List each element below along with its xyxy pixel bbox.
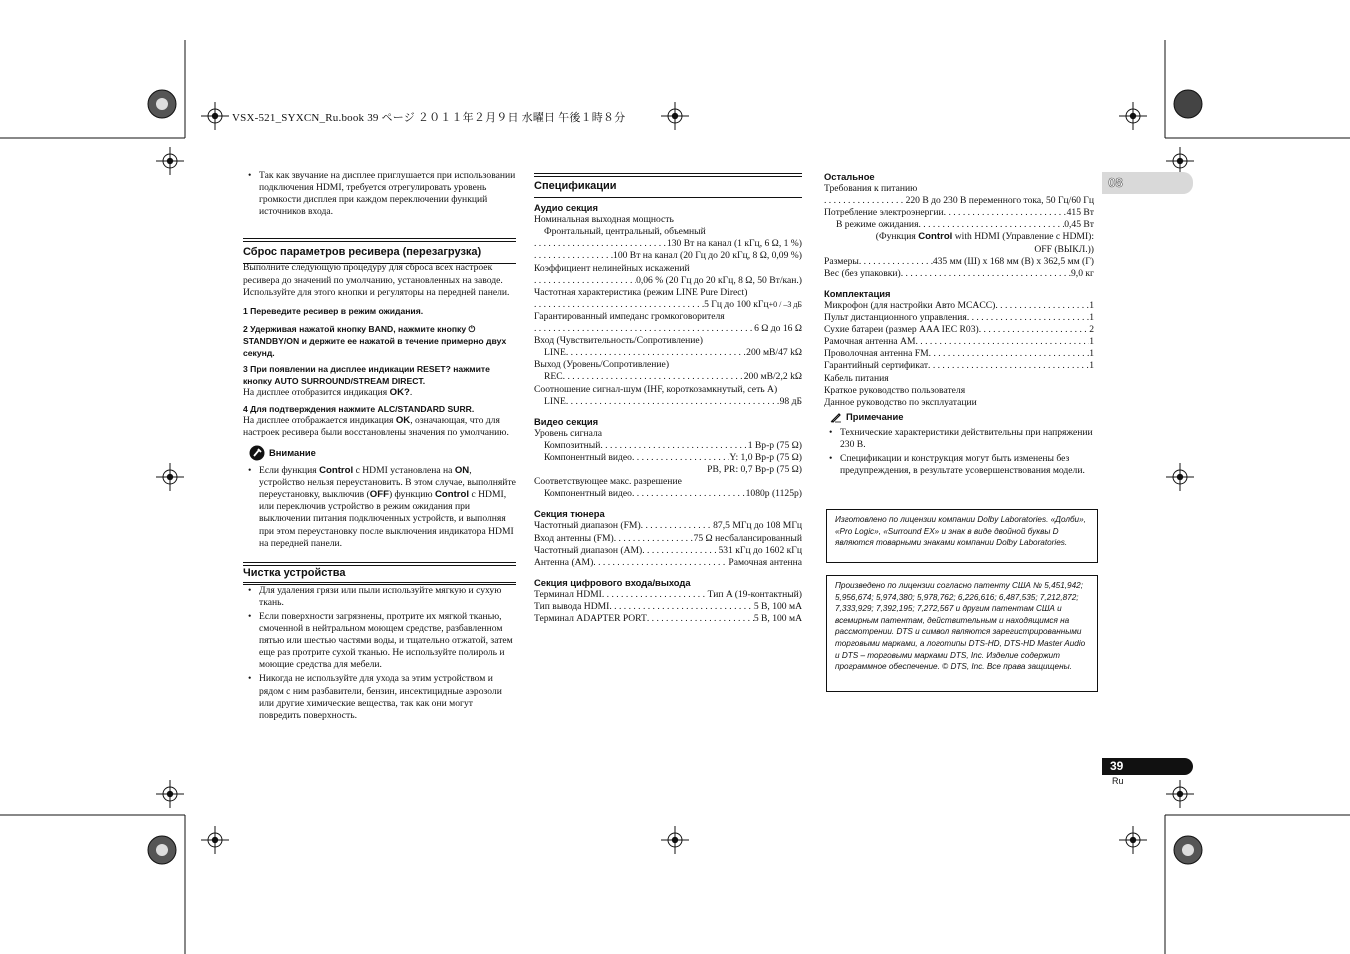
- reset-step-3: 3 При появлении на дисплее индикации RESET? нажмите кнопку AUTO SURROUND/STREAM DIRECT.: [243, 363, 490, 386]
- reset-step-4-text: На дисплее отображается индикация OK, означающая, что для настроек ресивера были восстановлены значения по умолчанию.: [243, 414, 509, 438]
- specs-title: Спецификации: [534, 180, 802, 194]
- audio-power-2: . . . 100 Вт на канал (20 Гц до 20 кГц, 8 Ω, 0,09 %): [534, 250, 802, 262]
- audio-output-label: Выход (Уровень/Сопротивление): [534, 359, 670, 371]
- package-item: Краткое руководство пользователя: [824, 384, 966, 396]
- language-code: Ru: [1112, 776, 1124, 786]
- digital-row: Терминал HDMI . . . Тип A (19-контактный): [534, 589, 802, 601]
- package-item: Пульт дистанционного управления . . . 1: [824, 312, 1094, 324]
- misc-hdmi-off: OFF (ВЫКЛ.)): [1034, 243, 1094, 255]
- video-pbpr: PB, PR: 0,7 Вр-р (75 Ω): [707, 464, 802, 476]
- misc-standby: В режиме ожидания . . . 0,45 Вт: [824, 219, 1094, 231]
- reset-step-2: 2 Удерживая нажатой кнопку BAND, нажмите кнопку ⏻ STANDBY/ON и держите ее нажатой в течение примерно двух секунд.: [243, 323, 507, 358]
- reset-step-3-text: На дисплее отобразится индикация OK?.: [243, 386, 413, 398]
- package-section-title: Комплектация: [824, 287, 891, 299]
- chapter-tab: [1102, 172, 1193, 194]
- video-resolution-label: Соответствующее макс. разрешение: [534, 476, 682, 488]
- reset-step-4: 4 Для подтверждения нажмите ALC/STANDARD SURR.: [243, 403, 475, 414]
- page-number: 39: [1110, 759, 1124, 773]
- page-number-badge: [1102, 758, 1193, 775]
- tuner-row: Частотный диапазон (FM) . . . 87,5 МГц до 108 МГц: [534, 520, 802, 532]
- video-component: Компонентный видео . . . Y: 1,0 Вр-р (75 Ω): [534, 452, 802, 464]
- package-item: Сухие батареи (размер AAA IEC R03) . . . 2: [824, 324, 1094, 336]
- audio-impedance-value: . . . 6 Ω до 16 Ω: [534, 323, 802, 335]
- audio-snr-line: LINE . . . 98 дБ: [534, 396, 802, 408]
- audio-power-sub: Фронтальный, центральный, объемный: [544, 226, 706, 238]
- audio-power-1: . . . 130 Вт на канал (1 кГц, 6 Ω, 1 %): [534, 238, 802, 250]
- audio-snr-label: Соотношение сигнал-шум (IHF, короткозамкнутый, сеть А): [534, 383, 778, 395]
- reset-body: Выполните следующую процедуру для сброса всех настроек ресивера до значений по умолчанию, установленных на заводе. Используйте для этого кнопки и регуляторы на передней панели.: [243, 262, 510, 298]
- package-item: Кабель питания: [824, 372, 889, 384]
- audio-output-rec: REC . . . 200 мВ/2,2 kΩ: [534, 371, 802, 383]
- package-item: Проволочная антенна FM . . . 1: [824, 348, 1094, 360]
- audio-freq-label: Частотная характеристика (режим LINE Pure Direct): [534, 286, 748, 298]
- dolby-license-box: [826, 509, 1098, 563]
- misc-size: Размеры . . . 435 мм (Ш) x 168 мм (В) x 362,5 мм (Г): [824, 256, 1094, 268]
- digital-row: Терминал ADAPTER PORT . . . 5 В, 100 мА: [534, 613, 802, 625]
- cleaning-bullet-2: • Если поверхности загрязнены, протрите их мягкой тканью, смоченной в нейтральном моющем средстве, разбавленном пятью или шестью частями воды, и тщательно отжатой, затем еще раз протрите сухой тканью. Не используйте полироль и моющие средства для мебели.: [243, 611, 516, 671]
- video-level-label: Уровень сигнала: [534, 427, 603, 439]
- middle-column: [534, 173, 802, 625]
- tuner-row: Частотный диапазон (AM) . . . 531 кГц до 1602 кГц: [534, 545, 802, 557]
- note-bullet: • Спецификации и конструкция могут быть изменены без предупреждения, в результате усовершенствования модели.: [824, 453, 1094, 477]
- caution-icon: [249, 445, 265, 461]
- misc-weight: Вес (без упаковки) . . . 9,0 кг: [824, 268, 1094, 280]
- cleaning-bullet-3: • Никогда не используйте для ухода за этим устройством и рядом с ним разбавители, бензин, инсектицидные аэрозоли или другие химические вещества, так как они могут повредить поверхность.: [243, 673, 516, 721]
- package-item: Данное руководство по эксплуатации: [824, 396, 977, 408]
- dts-license-text: Произведено по лицензии согласно патенту США № 5,451,942; 5,956,674; 5,974,380; 5,978,762; 6,226,616; 6,487,535; 7,212,872; 7,333,929; 7,392,195; 7,272,567 и другим патентам США и всемирным патентам, действительным и находящимся на рассмотрении. DTS и символ являются зарегистрированными торговыми марками, а логотипы DTS-HD, DTS-HD Master Audio и DTS – торговыми марками DTS, Inc. Изделие содержит программное обеспечение. © DTS, Inc. Все права защищены.: [835, 581, 1086, 672]
- audio-power-label: Номинальная выходная мощность: [534, 214, 674, 226]
- note-bullet: • Технические характеристики действительны при напряжении 230 В.: [824, 427, 1094, 451]
- tuner-row: Антенна (AM) . . . Рамочная антенна: [534, 557, 802, 569]
- digital-row: Тип вывода HDMI . . . 5 В, 100 мА: [534, 601, 802, 613]
- tuner-section-title: Секция тюнера: [534, 508, 605, 520]
- audio-input-label: Вход (Чувствительность/Сопротивление): [534, 335, 703, 347]
- package-item: Рамочная антенна AM . . . 1: [824, 336, 1094, 348]
- cleaning-bullet-1: • Для удаления грязи или пыли используйте мягкую и сухую ткань.: [243, 585, 516, 609]
- tuner-row: Вход антенны (FM) . . . 75 Ω несбалансированный: [534, 533, 802, 545]
- audio-impedance-label: Гарантированный импеданс громкоговорителя: [534, 310, 725, 322]
- right-column: [824, 171, 1094, 477]
- intro-bullet: • Так как звучание на дисплее приглушается при использовании подключения HDMI, требуется отрегулировать уровень громкости дисплея при каждом переключении функций источников входа.: [243, 170, 516, 218]
- dolby-license-text: Изготовлено по лицензии компании Dolby Laboratories. «Долби», «Pro Logic», «Surround EX» и знак в виде двойной буквы D являются товарными знаками компании Dolby Laboratories.: [835, 515, 1086, 548]
- audio-section-title: Аудио секция: [534, 202, 598, 214]
- section-rule: [243, 238, 516, 239]
- audio-input-line: LINE . . . 200 мВ/47 kΩ: [534, 347, 802, 359]
- reset-section-title: Сброс параметров ресивера (перезагрузка): [243, 246, 516, 260]
- print-header: VSX-521_SYXCN_Ru.book 39 ページ ２０１１年２月９日 水曜日 午後１時８分: [232, 112, 626, 124]
- misc-section-title: Остальное: [824, 171, 875, 182]
- cleaning-section-title: Чистка устройства: [243, 567, 516, 581]
- dts-license-box: [826, 575, 1098, 692]
- misc-power-label: Требования к питанию: [824, 183, 918, 195]
- note-heading: Примечание: [830, 411, 1094, 423]
- misc-consumption: Потребление электроэнергии . . . 415 Вт: [824, 207, 1094, 219]
- note-pencil-icon: [830, 411, 842, 423]
- caution-heading: Внимание: [249, 445, 516, 461]
- digital-section-title: Секция цифрового входа/выхода: [534, 576, 691, 588]
- package-item: Гарантийный сертификат . . . 1: [824, 360, 1094, 372]
- audio-freq-value: . . . 5 Гц до 100 кГц +0 / –3 дБ: [534, 299, 802, 311]
- reset-step-1: 1 Переведите ресивер в режим ожидания.: [243, 305, 424, 316]
- left-column: [243, 170, 516, 722]
- video-composite: Композитный . . . 1 Вр-р (75 Ω): [534, 440, 802, 452]
- misc-power-value: . . . 220 В до 230 В переменного тока, 50 Гц/60 Гц: [824, 195, 1094, 207]
- misc-hdmi-control: (Функция Control with HDMI (Управление с HDMI):: [875, 231, 1094, 243]
- caution-bullet: • Если функция Control с HDMI установлена на ON, устройство нельзя переустановить. В этом случае, выполняйте переустановку, выключив (OFF) функцию Control с HDMI, или переключив устройство в режим ожидания при выключении питания подключенных устройств, и выполняя при этом переустановку после выключения индикатора HDMI на передней панели.: [243, 465, 516, 550]
- chapter-number: 08: [1102, 172, 1129, 194]
- audio-thd-value: . . . 0,06 % (20 Гц до 20 кГц, 8 Ω, 50 Вт/кан.): [534, 275, 802, 287]
- video-section-title: Видео секция: [534, 415, 599, 427]
- package-item: Микрофон (для настройки Авто MCACC) . . . 1: [824, 300, 1094, 312]
- audio-thd-label: Коэффициент нелинейных искажений: [534, 262, 690, 274]
- video-resolution: Компонентный видео . . . 1080p (1125p): [534, 488, 802, 500]
